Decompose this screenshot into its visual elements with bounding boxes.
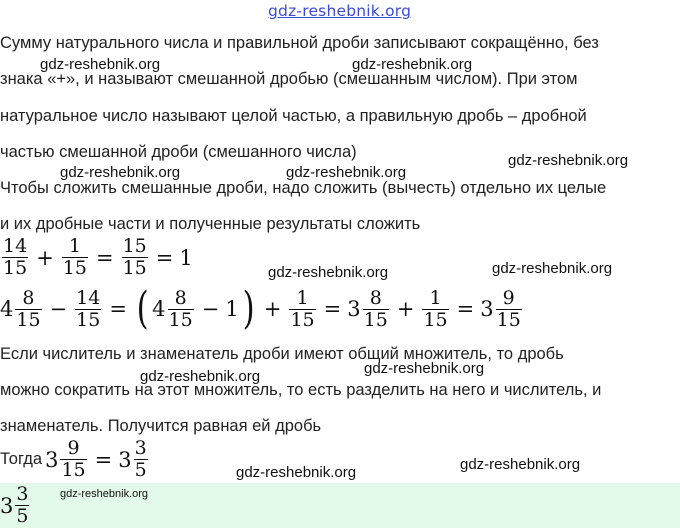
whole-part: 3 xyxy=(347,297,361,321)
numerator: 14 xyxy=(3,235,28,257)
fraction xyxy=(62,236,88,279)
equals-sign: = xyxy=(109,297,127,321)
whole-part: 3 xyxy=(118,447,132,472)
numerator: 15 xyxy=(122,235,147,257)
paragraph-line: Чтобы сложить смешанные дроби, надо сложить (вычесть) отдельно их целые xyxy=(0,179,607,197)
paragraph-line: Если числитель и знаменатель дроби имеют общий множитель, то дробь xyxy=(0,345,564,363)
watermark-small: gdz-reshebnik.org xyxy=(60,488,149,500)
fraction xyxy=(75,288,101,331)
numerator: 1 xyxy=(68,235,81,257)
minus-operator: − xyxy=(49,297,68,321)
denominator: 5 xyxy=(134,459,147,481)
equals-sign: = xyxy=(95,245,114,270)
whole-part: 4 xyxy=(152,297,166,321)
denominator: 15 xyxy=(122,257,147,279)
fraction xyxy=(363,288,389,331)
watermark: gdz-reshebnik.org xyxy=(236,464,357,481)
fraction xyxy=(168,288,194,331)
denominator: 15 xyxy=(16,308,41,331)
denominator: 15 xyxy=(423,308,448,331)
fraction xyxy=(60,438,86,481)
whole-part: 4 xyxy=(0,297,14,321)
watermark-top[interactable]: gdz-reshebnik.org xyxy=(268,2,412,20)
paragraph-line: и их дробные части и полученные результаты сложить xyxy=(0,215,421,233)
equals-sign: = xyxy=(323,297,342,321)
right-paren: ) xyxy=(242,283,255,334)
numerator: 8 xyxy=(22,286,35,309)
fraction xyxy=(422,288,448,331)
whole-part: 3 xyxy=(45,447,59,472)
denominator: 15 xyxy=(363,308,388,331)
paragraph-line: знаменатель. Получится равная ей дробь xyxy=(0,417,322,435)
plus-operator: + xyxy=(396,297,415,321)
numerator: 3 xyxy=(134,437,147,459)
watermark: gdz-reshebnik.org xyxy=(460,456,581,473)
denominator: 15 xyxy=(76,308,101,331)
fraction xyxy=(122,236,148,279)
watermark: gdz-reshebnik.org xyxy=(352,56,473,73)
integer-one: 1 xyxy=(225,297,239,321)
watermark: gdz-reshebnik.org xyxy=(492,260,613,277)
fraction xyxy=(496,288,522,331)
answer-fraction xyxy=(15,484,29,527)
then-label: Тогда xyxy=(0,450,43,468)
watermark: gdz-reshebnik.org xyxy=(60,164,181,181)
numerator: 9 xyxy=(67,437,80,459)
result-value: 1 xyxy=(179,245,193,270)
plus-operator: + xyxy=(263,297,282,321)
denominator: 15 xyxy=(496,308,521,331)
paragraph-line: можно сократить на этот множитель, то есть разделить на него и числитель, и xyxy=(0,381,602,399)
equals-sign: = xyxy=(155,245,174,270)
denominator: 15 xyxy=(290,308,315,331)
equation-2 xyxy=(0,283,524,334)
minus-operator: − xyxy=(201,297,220,321)
equation-1 xyxy=(0,236,193,279)
left-paren: ( xyxy=(136,283,149,334)
fraction xyxy=(2,236,28,279)
paragraph-line: знака «+», и называют смешанной дробью (смешанным числом). При этом xyxy=(0,70,578,88)
denominator: 15 xyxy=(62,257,87,279)
equation-3 xyxy=(0,438,150,481)
numerator: 14 xyxy=(76,286,101,309)
numerator: 3 xyxy=(16,483,29,505)
paragraph-line: натуральное число называют целой частью, а правильную дробь – дробной xyxy=(0,107,587,125)
watermark: gdz-reshebnik.org xyxy=(268,264,389,281)
watermark: gdz-reshebnik.org xyxy=(364,360,485,377)
paragraph-line: частью смешанной дроби (смешанного числа) xyxy=(0,143,357,161)
whole-part: 3 xyxy=(480,297,494,321)
denominator: 15 xyxy=(3,257,28,279)
numerator: 9 xyxy=(502,286,515,309)
fraction xyxy=(134,438,148,481)
denominator: 5 xyxy=(16,505,29,527)
answer xyxy=(0,484,31,527)
denominator: 15 xyxy=(168,308,193,331)
numerator: 8 xyxy=(174,286,187,309)
denominator: 15 xyxy=(61,459,86,481)
numerator: 1 xyxy=(429,286,442,309)
watermark: gdz-reshebnik.org xyxy=(140,368,261,385)
watermark: gdz-reshebnik.org xyxy=(40,56,161,73)
numerator: 1 xyxy=(296,286,309,309)
equals-sign: = xyxy=(94,447,113,472)
fraction xyxy=(15,288,41,331)
paragraph-line: Сумму натурального числа и правильной дроби записывают сокращённо, без xyxy=(0,34,599,52)
plus-operator: + xyxy=(36,245,54,270)
equals-sign: = xyxy=(456,297,475,321)
fraction xyxy=(289,288,315,331)
watermark: gdz-reshebnik.org xyxy=(508,152,629,169)
watermark: gdz-reshebnik.org xyxy=(286,164,407,181)
numerator: 8 xyxy=(369,286,382,309)
answer-whole: 3 xyxy=(0,493,14,518)
